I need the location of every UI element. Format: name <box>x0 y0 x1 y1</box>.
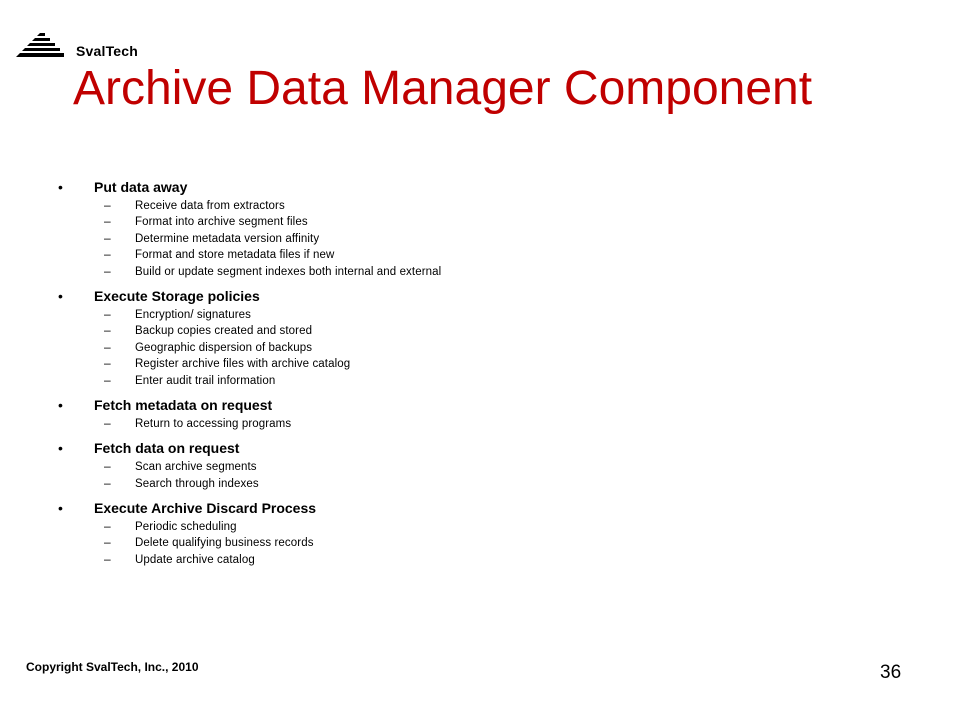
bullet-heading-label: Put data away <box>94 179 188 195</box>
dash-icon: – <box>104 339 111 354</box>
sub-bullet-item <box>58 534 918 550</box>
sub-bullet-label: Delete qualifying business records <box>135 537 314 550</box>
sub-bullet-item <box>58 415 918 431</box>
bullet-section <box>58 396 918 431</box>
sub-bullet-item <box>58 197 918 213</box>
dash-icon: – <box>104 356 111 371</box>
sub-bullet-label: Backup copies created and stored <box>135 325 313 338</box>
sub-bullet-label: Determine metadata version affinity <box>135 232 320 245</box>
sub-bullet-label: Register archive files with archive catalog <box>135 358 351 371</box>
dash-icon: – <box>104 230 111 245</box>
sub-bullet-item <box>58 306 918 322</box>
dash-icon: – <box>104 263 111 278</box>
sub-bullet-label: Format into archive segment files <box>135 216 308 229</box>
sub-bullet-label: Encryption/ signatures <box>135 308 251 321</box>
sub-bullet-item <box>58 322 918 338</box>
bullet-icon: • <box>58 287 63 304</box>
sub-bullet-item <box>58 246 918 262</box>
bullet-icon: • <box>58 440 63 457</box>
sub-bullet-item <box>58 475 918 491</box>
bullet-section <box>58 178 918 279</box>
bullet-heading <box>58 499 918 518</box>
bullet-heading-label: Execute Archive Discard Process <box>94 500 317 517</box>
bullet-heading-label: Execute Storage policies <box>94 287 260 304</box>
bullet-section <box>58 499 918 567</box>
dash-icon: – <box>104 372 111 387</box>
bullet-icon: • <box>58 396 63 413</box>
svaltech-logo-icon <box>16 32 64 58</box>
sub-bullet-item <box>58 230 918 246</box>
bullet-heading <box>58 439 918 458</box>
sub-bullet-label: Periodic scheduling <box>135 521 237 534</box>
sub-bullet-label: Scan archive segments <box>135 461 257 474</box>
copyright-text: Copyright SvalTech, Inc., 2010 <box>26 660 199 674</box>
bullet-section <box>58 439 918 491</box>
sub-bullet-label: Enter audit trail information <box>135 374 276 387</box>
bullet-heading <box>58 287 918 306</box>
sub-bullet-item <box>58 355 918 371</box>
bullet-icon: • <box>58 500 63 517</box>
dash-icon: – <box>104 306 111 321</box>
sub-bullet-label: Format and store metadata files if new <box>135 249 335 262</box>
sub-bullet-item <box>58 339 918 355</box>
sub-bullet-item <box>58 518 918 534</box>
dash-icon: – <box>104 198 111 212</box>
sub-bullet-item <box>58 263 918 279</box>
sub-bullet-item <box>58 458 918 474</box>
dash-icon: – <box>104 415 111 430</box>
dash-icon: – <box>104 519 111 534</box>
page-number: 36 <box>880 662 902 683</box>
bullet-heading-label: Fetch metadata on request <box>94 396 273 413</box>
bullet-icon: • <box>58 179 63 195</box>
bullet-heading <box>58 178 918 197</box>
bullet-list <box>58 178 918 575</box>
sub-bullet-item <box>58 213 918 229</box>
slide-title: Archive Data Manager Component <box>73 62 813 115</box>
sub-bullet-label: Update archive catalog <box>135 553 255 566</box>
sub-bullet-label: Geographic dispersion of backups <box>135 341 313 354</box>
dash-icon: – <box>104 535 111 550</box>
sub-bullet-label: Search through indexes <box>135 477 259 490</box>
bullet-heading <box>58 396 918 415</box>
brand-name: SvalTech <box>76 43 139 59</box>
dash-icon: – <box>104 323 111 338</box>
dash-icon: – <box>104 475 111 490</box>
dash-icon: – <box>104 214 111 229</box>
sub-bullet-item <box>58 551 918 567</box>
sub-bullet-item <box>58 372 918 388</box>
dash-icon: – <box>104 459 111 474</box>
bullet-heading-label: Fetch data on request <box>94 440 240 457</box>
sub-bullet-label: Receive data from extractors <box>135 200 285 212</box>
sub-bullet-label: Return to accessing programs <box>135 417 292 430</box>
dash-icon: – <box>104 551 111 566</box>
dash-icon: – <box>104 247 111 262</box>
sub-bullet-label: Build or update segment indexes both internal and external <box>135 265 442 278</box>
bullet-section <box>58 287 918 388</box>
